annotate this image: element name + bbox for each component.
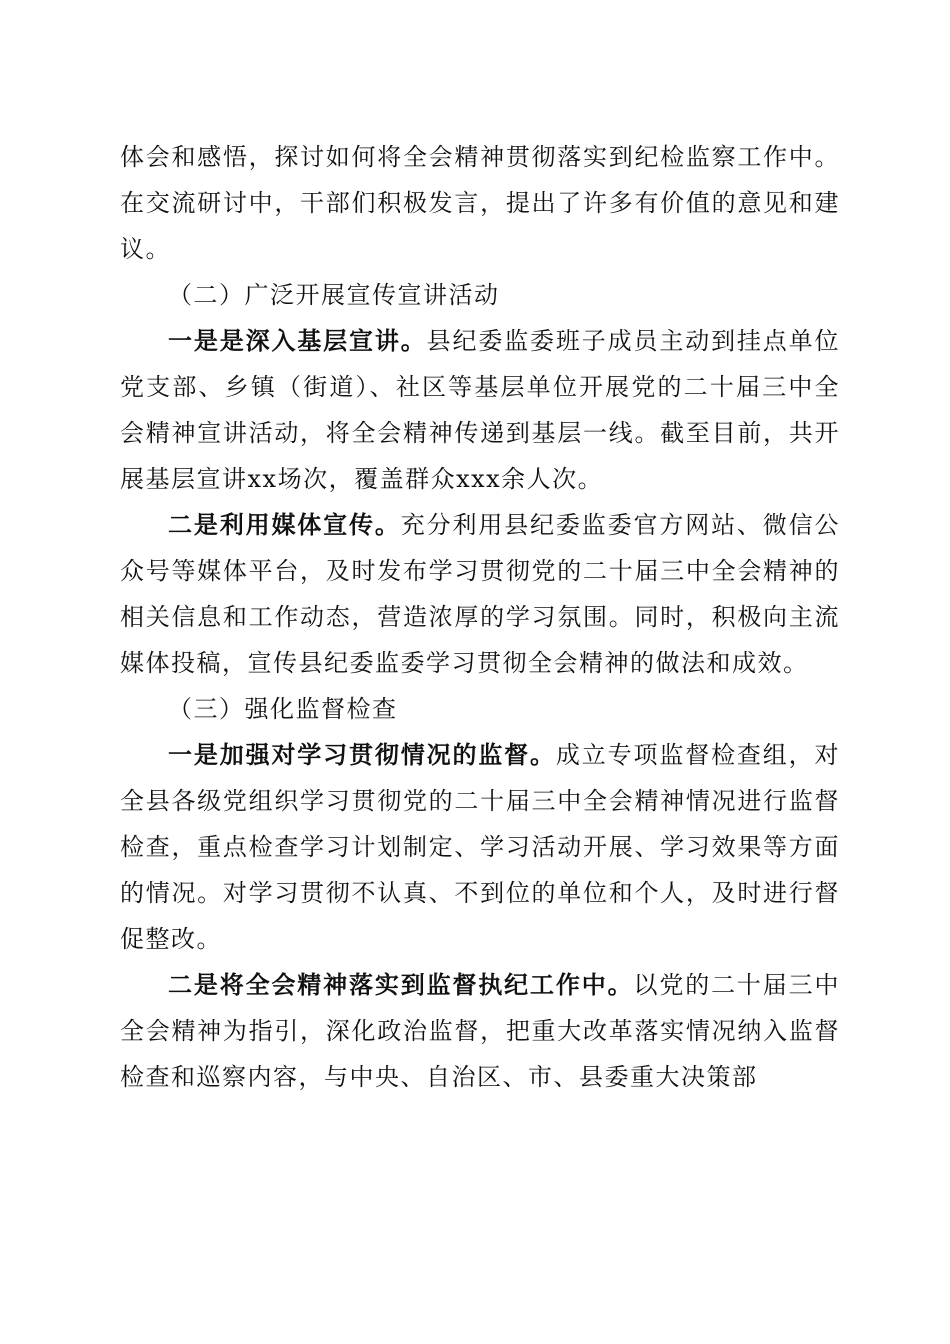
paragraph-lead: 二是将全会精神落实到监督执纪工作中。 xyxy=(168,970,634,999)
paragraph-media-publicity xyxy=(120,502,840,686)
paragraph-lead: 一是加强对学习贯彻情况的监督。 xyxy=(168,740,556,769)
paragraph-text: 以党的二十届三中全会精神为指引，深化政治监督，把重大改革落实情况纳入监督检查和巡察内容，与中央、自治区、市、县委重大决策部 xyxy=(120,971,841,1091)
paragraph-continued xyxy=(120,134,840,272)
paragraph-discipline-work xyxy=(120,962,840,1100)
paragraph-text: 充分利用县纪委监委官方网站、微信公众号等媒体平台，及时发布学习贯彻党的二十届三中全会精神的相关信息和工作动态，营造浓厚的学习氛围。同时，积极向主流媒体投稿，宣传县纪委监委学习贯彻全会精神的做法和成效。 xyxy=(120,511,841,677)
section-heading-3 xyxy=(120,686,840,732)
heading-text: （二）广泛开展宣传宣讲活动 xyxy=(168,281,500,309)
document-body xyxy=(120,134,840,1100)
paragraph-text: 成立专项监督检查组，对全县各级党组织学习贯彻党的二十届三中全会精神情况进行监督检查，重点检查学习计划制定、学习活动开展、学习效果等方面的情况。对学习贯彻不认真、不到位的单位和个人，及时进行督促整改。 xyxy=(120,741,841,953)
paragraph-grassroots-lecture xyxy=(120,318,840,502)
paragraph-text: 县纪委监委班子成员主动到挂点单位党支部、乡镇（街道）、社区等基层单位开展党的二十届三中全会精神宣讲活动，将全会精神传递到基层一线。截至目前，共开展基层宣讲xx场次，覆盖群众xxx余人次。 xyxy=(120,327,841,493)
paragraph-supervision xyxy=(120,732,840,962)
paragraph-lead: 二是利用媒体宣传。 xyxy=(168,510,401,539)
paragraph-lead: 一是是深入基层宣讲。 xyxy=(168,326,427,355)
section-heading-2 xyxy=(120,272,840,318)
heading-text: （三）强化监督检查 xyxy=(168,695,398,723)
paragraph-text: 体会和感悟，探讨如何将全会精神贯彻落实到纪检监察工作中。在交流研讨中，干部们积极发言，提出了许多有价值的意见和建议。 xyxy=(120,143,840,263)
